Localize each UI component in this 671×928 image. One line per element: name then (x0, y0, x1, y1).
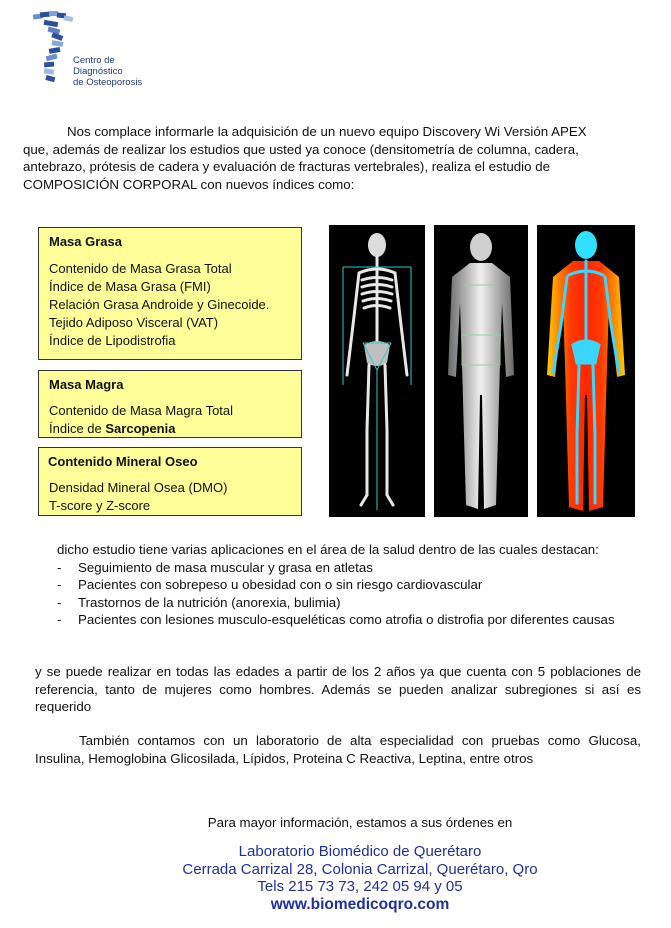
bone-mineral-box (38, 447, 302, 516)
lean-mass-title: Masa Magra (49, 377, 124, 392)
lab-name: Laboratorio Biomédico de Querétaro (238, 843, 482, 860)
logo (22, 10, 162, 90)
fat-mass-box (38, 227, 302, 360)
lean-item-2-prefix: Índice de (49, 421, 106, 436)
lean-mass-box (38, 370, 302, 438)
fat-mass-title: Masa Grasa (49, 234, 122, 249)
lab-phones: Tels 215 73 73, 242 05 94 y 05 (257, 878, 463, 895)
logo-line-2: Diagnóstico (73, 66, 123, 77)
logo-text (73, 55, 142, 88)
applications-section (57, 541, 641, 629)
bone-mineral-title: Contenido Mineral Oseo (48, 454, 198, 469)
ages-paragraph: y se puede realizar en todas las edades a partir de los 2 años ya que cuenta con 5 poblaciones de referencia, tanto de mujeres como hombres. Además se pueden analizar subregiones si así es requerido (35, 664, 641, 714)
intro-line-1: Nos complace informarle la adquisición de un nuevo equipo Discovery Wi Versión APEX (67, 124, 587, 139)
bone-item-2: T-score y Z-score (49, 498, 151, 513)
intro-line-3: antebrazo, prótesis de cadera y evaluación de fracturas vertebrales), realiza el estudio de (23, 159, 550, 174)
list-item: - Seguimiento de masa muscular y grasa en atletas (57, 559, 641, 577)
fat-item-4: Tejido Adiposo Visceral (VAT) (49, 315, 219, 330)
laboratory-paragraph (35, 732, 641, 767)
fat-item-1: Contenido de Masa Grasa Total (49, 261, 232, 276)
fat-item-5: Índice de Lipodistrofia (49, 333, 176, 348)
logo-line-3: de Osteoporosis (73, 77, 143, 88)
website-link[interactable]: www.biomedicoqro.com (270, 895, 450, 913)
bone-item-1: Densidad Mineral Osea (DMO) (49, 480, 228, 495)
contact-block (0, 843, 671, 913)
lab-address: Cerrada Carrizal 28, Colonia Carrizal, Querétaro, Qro (182, 860, 538, 878)
laboratory-text: También contamos con un laboratorio de alta especialidad con pruebas como Glucosa, Insulina, Hemoglobina Glicosilada, Lípidos, Proteina C Reactiva, Leptina, entre otros (35, 733, 641, 766)
intro-paragraph (23, 123, 629, 193)
fat-item-2: Índice de Masa Grasa (FMI) (49, 279, 211, 294)
applications-intro: dicho estudio tiene varias aplicaciones en el área de la salud dentro de las cuales destacan: (57, 542, 599, 557)
fat-item-3: Relación Grasa Androide y Ginecoide. (49, 297, 270, 312)
intro-line-4: COMPOSICIÓN CORPORAL con nuevos índices como: (23, 176, 355, 192)
skeleton-scan-image (329, 225, 425, 517)
soft-tissue-scan-image (434, 225, 528, 517)
list-item: - Pacientes con lesiones musculo-esqueléticas como atrofia o distrofia por diferentes causas (57, 611, 641, 629)
lean-item-2 (49, 420, 301, 438)
intro-line-2: que, además de realizar los estudios que usted ya conoce (densitometría de columna, cadera, (23, 141, 579, 157)
more-info-text: Para mayor información, estamos a sus órdenes en (207, 815, 513, 830)
applications-list (57, 559, 641, 629)
lean-item-1: Contenido de Masa Magra Total (49, 403, 234, 418)
sarcopenia-label: Sarcopenia (105, 421, 176, 436)
logo-line-1: Centro de (73, 55, 115, 66)
color-composition-scan-image (537, 225, 635, 517)
list-item: - Trastornos de la nutrición (anorexia, bulimia) (57, 594, 641, 612)
list-item: - Pacientes con sobrepeso u obesidad con o sin riesgo cardiovascular (57, 576, 641, 594)
